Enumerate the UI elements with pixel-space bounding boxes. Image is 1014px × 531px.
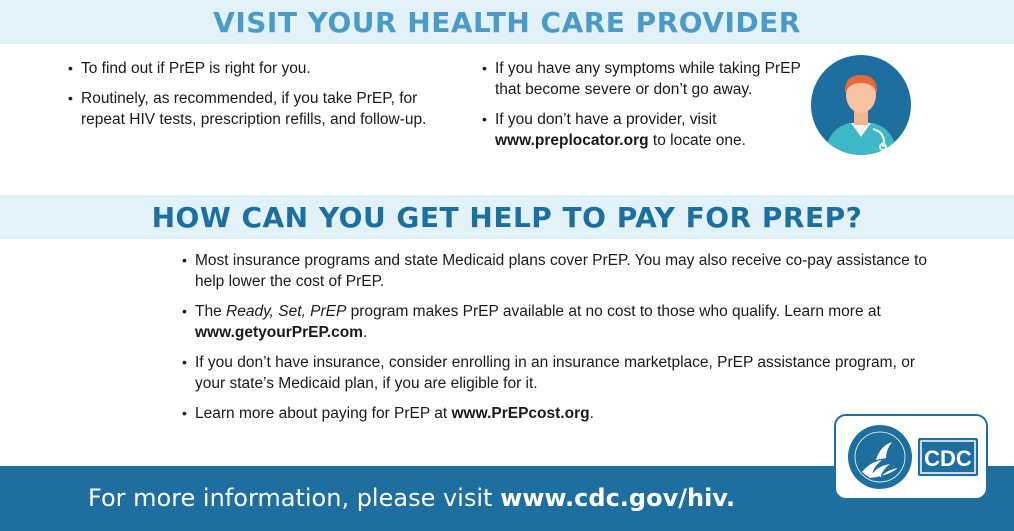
section-title-pay: HOW CAN YOU GET HELP TO PAY FOR PREP? [151,200,863,234]
footer-text: For more information, please visit www.cdc.gov/hiv. [88,484,736,512]
list-item: • If you don’t have insurance, consider enrolling in an insurance marketplace, PrEP assistance program, or your state’s Medicaid plan, if you are eligible for it. [182,352,942,394]
list-item: • To find out if PrEP is right for you. [68,58,428,79]
preplocator-link[interactable]: www.preplocator.org [495,132,649,149]
pay-list [182,250,942,433]
visit-list-right [482,58,822,160]
health-care-provider-icon [811,55,911,155]
section-title-visit: VISIT YOUR HEALTH CARE PROVIDER [213,5,801,39]
list-item: • Most insurance programs and state Medicaid plans cover PrEP. You may also receive co-pay assistance to help lower the cost of PrEP. [182,250,942,292]
section-header-visit [0,0,1014,44]
list-item: • The Ready, Set, PrEP program makes PrEP available at no cost to those who qualify. Learn more at www.getyourPrEP.com. [182,301,942,343]
getyourprep-link[interactable]: www.getyourPrEP.com [195,324,363,341]
prepcost-link[interactable]: www.PrEPcost.org [451,405,590,422]
cdc-hiv-link[interactable]: www.cdc.gov/hiv. [500,484,736,512]
list-item: • If you don’t have a provider, visit www.preplocator.org to locate one. [482,109,822,151]
section-header-pay [0,195,1014,239]
list-item: • If you have any symptoms while taking PrEP that become severe or don’t go away. [482,58,822,100]
list-item: • Learn more about paying for PrEP at www.PrEPcost.org. [182,403,942,424]
cdc-logo [834,414,988,500]
visit-list-left [68,58,428,139]
list-item: • Routinely, as recommended, if you take PrEP, for repeat HIV tests, prescription refills, and follow-up. [68,88,428,130]
hhs-eagle-icon [836,416,986,498]
cdc-logo-text: CDC [924,446,972,471]
